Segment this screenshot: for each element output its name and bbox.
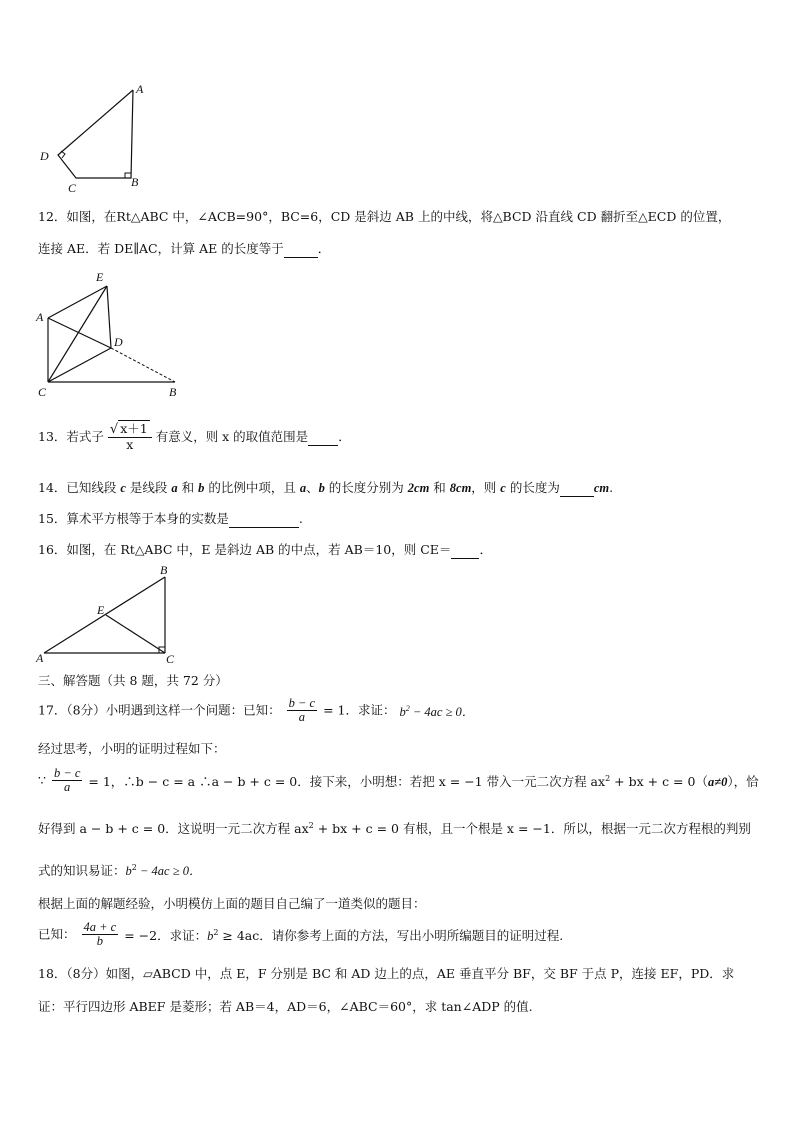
- q17-proof-denominator: a: [64, 780, 71, 794]
- q17-line3: [38, 767, 759, 794]
- q17-line5: [38, 860, 201, 879]
- q15-tail: .: [298, 511, 303, 526]
- fig16-label-E: E: [97, 603, 105, 617]
- figure-q16: [30, 563, 190, 669]
- q17-proof-text-a: = 1，∴b − c = a ∴a − b + c = 0．接下来，小明想：若把 x = −1 带入一元二次方程 ax: [88, 774, 606, 790]
- fig12-edge-CD: [48, 348, 111, 382]
- q14-tail: .: [609, 480, 614, 495]
- q14-var-c: c: [120, 481, 126, 495]
- q17-l5-b: b: [125, 864, 132, 879]
- q18-line1: 18．（8分）如图，▱ABCD 中，点 E，F 分别是 BC 和 AD 边上的点，AE 垂直平分 BF，交 BF 于点 P，连接 EF，PD．求: [38, 966, 735, 981]
- fig16-label-B: B: [160, 563, 168, 577]
- q14-unit: cm: [593, 481, 610, 495]
- fig16-label-C: C: [166, 652, 175, 666]
- q17-l7-text-a: = −2．求证：: [124, 928, 208, 944]
- q17-l7-exponent: 2: [213, 927, 219, 937]
- q17-l5-exponent: 2: [131, 863, 137, 872]
- q14-value-2: 8cm: [449, 481, 472, 495]
- q14-text-5: 、: [306, 480, 319, 495]
- q17-given-eq: = 1．求证：: [323, 702, 396, 718]
- fig11-label-D: D: [40, 149, 49, 163]
- q13-numerator: x＋1: [120, 421, 148, 436]
- fig12-label-B: B: [169, 385, 177, 399]
- fig11-label-A: A: [136, 82, 144, 96]
- q17-given-denominator: a: [298, 710, 305, 724]
- q16-tail: ．: [479, 542, 492, 557]
- section-3-heading: 三、解答题（共 8 题，共 72 分）: [38, 673, 228, 688]
- q17-fraction-given: [287, 697, 317, 724]
- q15-text: 15．算术平方根等于本身的实数是: [38, 511, 229, 526]
- q13-suffix: 有意义，则 x 的取值范围是: [155, 429, 309, 444]
- q17-new-denominator: b: [96, 934, 103, 948]
- q12-line2: [38, 241, 330, 258]
- fig16-label-A: A: [36, 651, 44, 665]
- q18-line2: 证：平行四边形 ABEF 是菱形；若 AB＝4，AD＝6，∠ABC＝60°，求 tan∠ADP 的值.: [38, 999, 533, 1014]
- q16-text: 16．如图，在 Rt△ABC 中，E 是斜边 AB 的中点，若 AB＝10，则 CE＝: [38, 542, 452, 557]
- q13-tail: ．: [338, 429, 351, 444]
- q16-line: [38, 542, 492, 559]
- q17-proof-text-b: + bx + c = 0（: [610, 774, 708, 790]
- q14-text-3: 和: [177, 480, 199, 495]
- q17-line6: 根据上面的解题经验，小明模仿上面的题目自己编了一道类似的题目：: [38, 896, 426, 911]
- q17-new-numerator: 4a + c: [83, 920, 117, 934]
- q17-l4-text-b: + bx + c = 0 有根，且一个根是 x = −1．所以，根据一元二次方程根的判别: [313, 821, 751, 837]
- q17-goal-b: b: [399, 705, 406, 720]
- q14-line: [38, 480, 613, 497]
- q17-l7-prefix: 已知：: [38, 926, 76, 942]
- q17-proof-condition: a≠0: [707, 775, 728, 790]
- q14-answer-blank[interactable]: [560, 480, 594, 497]
- fig11-label-C: C: [68, 181, 77, 195]
- q15-answer-blank[interactable]: [229, 511, 299, 528]
- q14-var-b2: b: [318, 481, 325, 495]
- fig12-edge-AE: [48, 286, 107, 318]
- q14-text-7: 和: [429, 480, 450, 495]
- q14-value-1: 2cm: [407, 481, 430, 495]
- q14-var-c2: c: [500, 481, 506, 495]
- q14-text-2: 是线段: [125, 480, 172, 495]
- q17-proof-text-c: ），恰: [727, 774, 759, 790]
- q17-fraction-proof: [52, 767, 82, 794]
- q12-text: 连接 AE．若 DE∥AC，计算 AE 的长度等于: [38, 241, 284, 256]
- q17-proof-exponent: 2: [605, 773, 611, 783]
- fig12-label-D: D: [114, 335, 123, 349]
- q17-goal-exponent: 2: [405, 703, 410, 713]
- q17-line4: [38, 818, 751, 837]
- q14-text-1: 14．已知线段: [38, 480, 121, 495]
- q14-var-a2: a: [299, 481, 307, 495]
- q17-prefix: 17．（8分）小明遇到这样一个问题：已知：: [38, 702, 281, 718]
- q17-l7-b: b: [207, 929, 214, 944]
- q14-text-4: 的比例中项，且: [204, 480, 300, 495]
- fig12-edge-EC: [48, 286, 107, 382]
- q17-given-numerator: b − c: [288, 696, 316, 710]
- q17-l7-text-c: ≥ 4ac．请你参考上面的方法，写出小明所编题目的证明过程.: [218, 928, 564, 944]
- q14-var-b: b: [198, 481, 205, 495]
- fig16-edge-EC: [106, 615, 165, 653]
- q12-answer-blank[interactable]: [284, 241, 318, 258]
- q17-l5-text-c: − 4ac ≥ 0．: [136, 864, 202, 879]
- fig11-label-B: B: [131, 175, 139, 189]
- q17-goal-rest: − 4ac ≥ 0．: [409, 705, 475, 720]
- figure-q12: [30, 268, 190, 402]
- q12-line1: 12．如图，在Rt△ABC 中，∠ACB=90°，BC=6，CD 是斜边 AB 上的中线，将△BCD 沿直线 CD 翻折至△ECD 的位置，: [38, 209, 731, 224]
- q17-because-symbol: ∵: [38, 772, 46, 788]
- q14-text-6: 的长度分别为: [324, 480, 408, 495]
- fig12-label-E: E: [96, 270, 104, 284]
- q13-fraction: $\frac{√ x+1}{x}$: [108, 422, 152, 452]
- q17-l4-text-a: 好得到 a − b + c = 0．这说明一元二次方程 ax: [38, 821, 309, 837]
- fig12-label-A: A: [36, 310, 44, 324]
- q17-proof-numerator: b − c: [53, 766, 81, 780]
- fig12-edge-ED: [107, 286, 111, 348]
- q17-l5-text-a: 式的知识易证：: [38, 863, 126, 879]
- q15-line: [38, 511, 303, 528]
- figure-q11: [30, 80, 160, 200]
- q12-tail: ．: [317, 241, 331, 256]
- q17-line1: [38, 697, 474, 724]
- q16-answer-blank[interactable]: [451, 542, 479, 559]
- q14-text-9: 的长度为: [505, 480, 560, 495]
- fig12-edge-AD: [48, 318, 111, 348]
- q14-text-8: ，则: [471, 480, 501, 495]
- q13-line: [38, 422, 351, 452]
- q17-line7: [38, 921, 563, 948]
- q14-var-a: a: [171, 481, 178, 495]
- q13-answer-blank[interactable]: [308, 429, 338, 446]
- q17-l4-exponent: 2: [308, 821, 314, 830]
- fig12-edge-DB-dashed: [111, 348, 175, 382]
- q17-line2: 经过思考，小明的证明过程如下：: [38, 741, 226, 756]
- q17-fraction-new: [82, 921, 119, 948]
- q13-denominator: x: [126, 437, 134, 452]
- fig12-label-C: C: [38, 385, 47, 399]
- q13-prefix: 13．若式子: [38, 429, 104, 444]
